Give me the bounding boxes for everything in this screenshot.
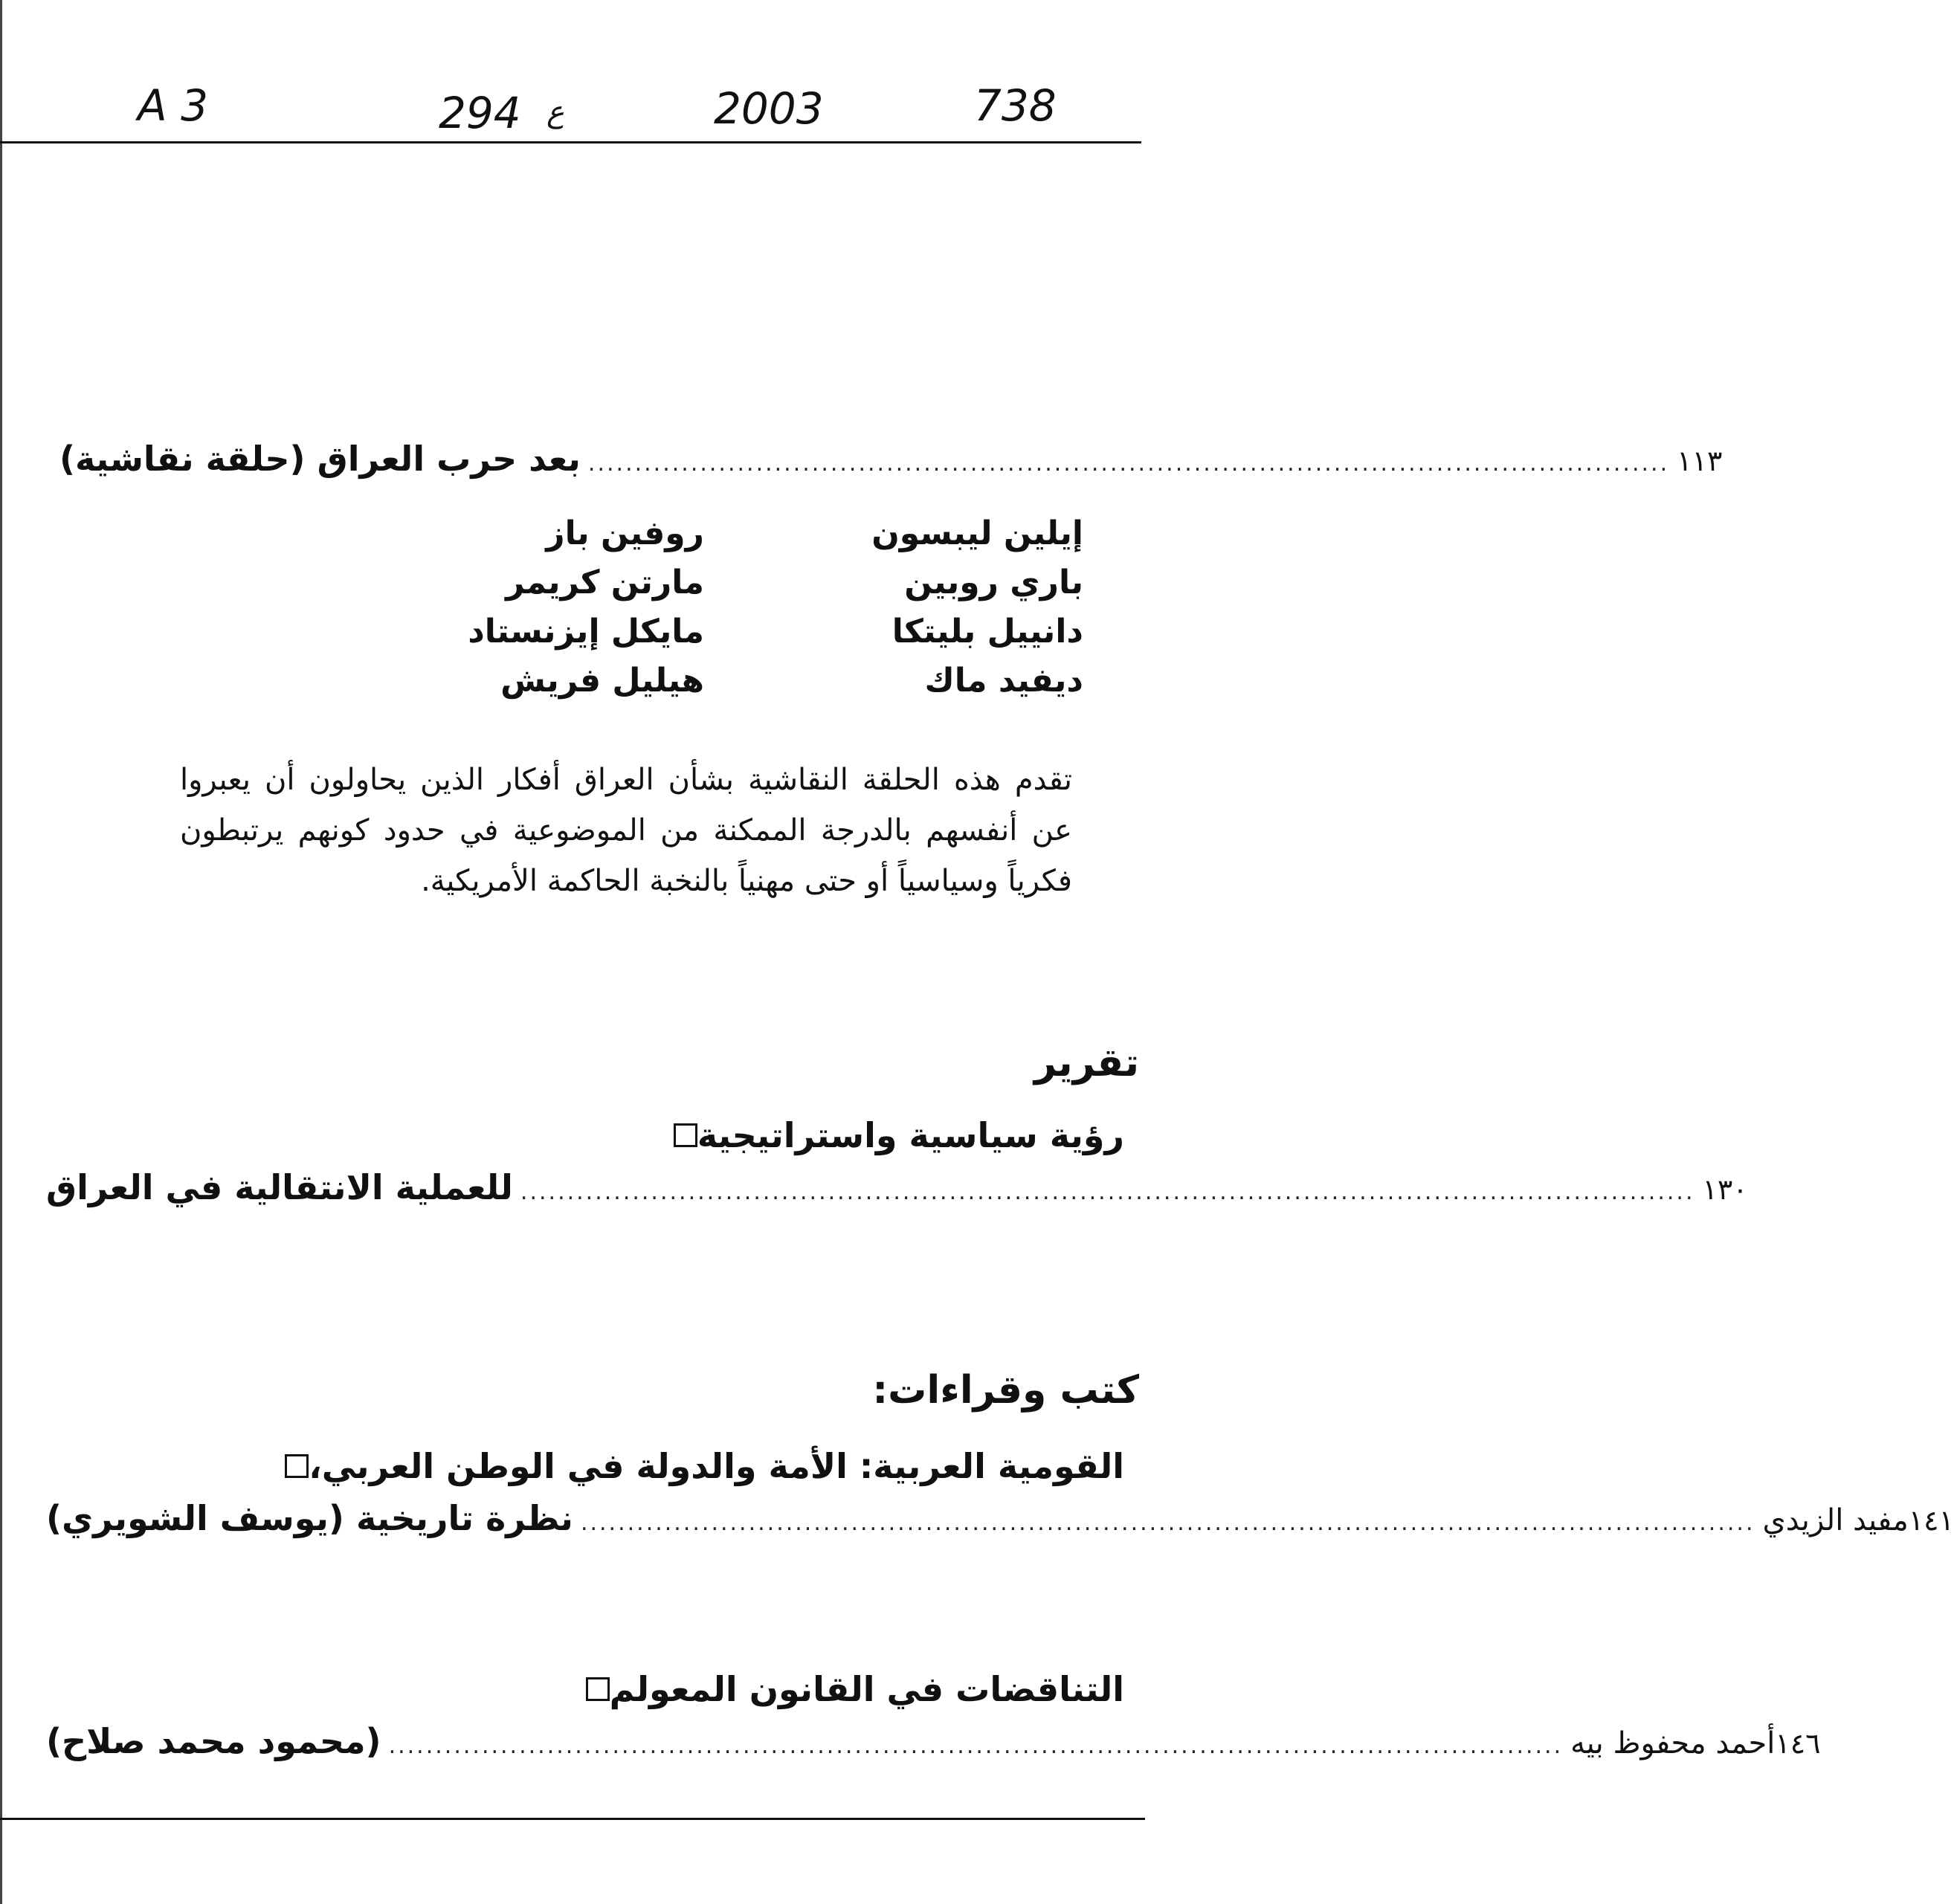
toc-entry-roundtable [46, 439, 1723, 479]
empty-square-bullet-icon [674, 1123, 697, 1147]
handwritten-page-number: 738 [974, 80, 1057, 131]
section-heading-report: تقرير [1034, 1041, 1139, 1085]
participant-name: هيليل فريش [500, 662, 704, 700]
page-number: ١٣٠ [1702, 1173, 1748, 1206]
entry-title: رؤية سياسية واستراتيجية [697, 1115, 1124, 1155]
leader-dots: .................................................................................................................... [587, 451, 1670, 477]
handwritten-year: 2003 [714, 83, 824, 134]
participant-name: روفين باز [546, 514, 704, 552]
participant-name: باري روبين [904, 564, 1083, 601]
leader-dots: .............................................................................................................................. [388, 1733, 1564, 1759]
toc-entry-book1 [46, 1498, 1954, 1538]
entry-title: التناقضات في القانون المعولم [609, 1669, 1124, 1709]
handwritten-issue-mark: ع [546, 95, 564, 129]
author-name: مفيد الزيدي [1762, 1503, 1909, 1537]
book1-title-line1 [273, 1446, 1124, 1486]
page-number: ١٤١ [1908, 1504, 1954, 1537]
toc-entry-report [46, 1167, 1748, 1207]
roundtable-abstract: تقدم هذه الحلقة النقاشية بشأن العراق أفكار الذين يحاولون أن يعبروا عن أنفسهم بالدرجة الممكنة من الموضوعية في حدود كونهم يرتبطون فكرياً وسياسياً أو حتى مهنياً بالنخبة الحاكمة الأمريكية. [180, 763, 1072, 898]
header-rule [0, 141, 1141, 143]
participant-name: مايكل إيزنستاد [468, 613, 704, 651]
leader-dots: .............................................................................................................................. [520, 1179, 1695, 1205]
handwritten-issue-number: 294 [439, 88, 521, 138]
participants-right-column [786, 509, 1083, 706]
participant-name: إيلين ليبسون [871, 514, 1083, 552]
book2-title-line1 [574, 1669, 1124, 1709]
author-name: أحمد محفوظ بيه [1570, 1726, 1776, 1761]
entry-title-continued: نظرة تاريخية (يوسف الشويري) [46, 1498, 573, 1538]
entry-title-continued: (محمود محمد صلاح) [46, 1721, 381, 1761]
entry-title: بعد حرب العراق (حلقة نقاشية) [59, 439, 581, 479]
empty-square-bullet-icon [285, 1454, 309, 1478]
leader-dots: .............................................................................................................................. [580, 1510, 1755, 1536]
handwritten-code: A 3 [138, 80, 209, 131]
participant-name: ديفيد ماك [924, 662, 1083, 700]
footer-rule [0, 1818, 1145, 1820]
scan-left-edge [0, 0, 2, 1904]
entry-title-continued: للعملية الانتقالية في العراق [46, 1167, 513, 1207]
participants-left-column [407, 509, 704, 706]
page-number: ١٤٦ [1775, 1727, 1821, 1760]
report-title-line1 [662, 1115, 1124, 1155]
participant-name: دانييل بليتكا [891, 613, 1083, 651]
empty-square-bullet-icon [586, 1677, 610, 1701]
toc-entry-book2 [46, 1721, 1821, 1761]
page-number: ١١٣ [1677, 445, 1723, 477]
participant-name: مارتن كريمر [506, 564, 704, 601]
section-heading-books: كتب وقراءات: [872, 1368, 1139, 1413]
entry-title: القومية العربية: الأمة والدولة في الوطن العربي، [309, 1446, 1124, 1486]
